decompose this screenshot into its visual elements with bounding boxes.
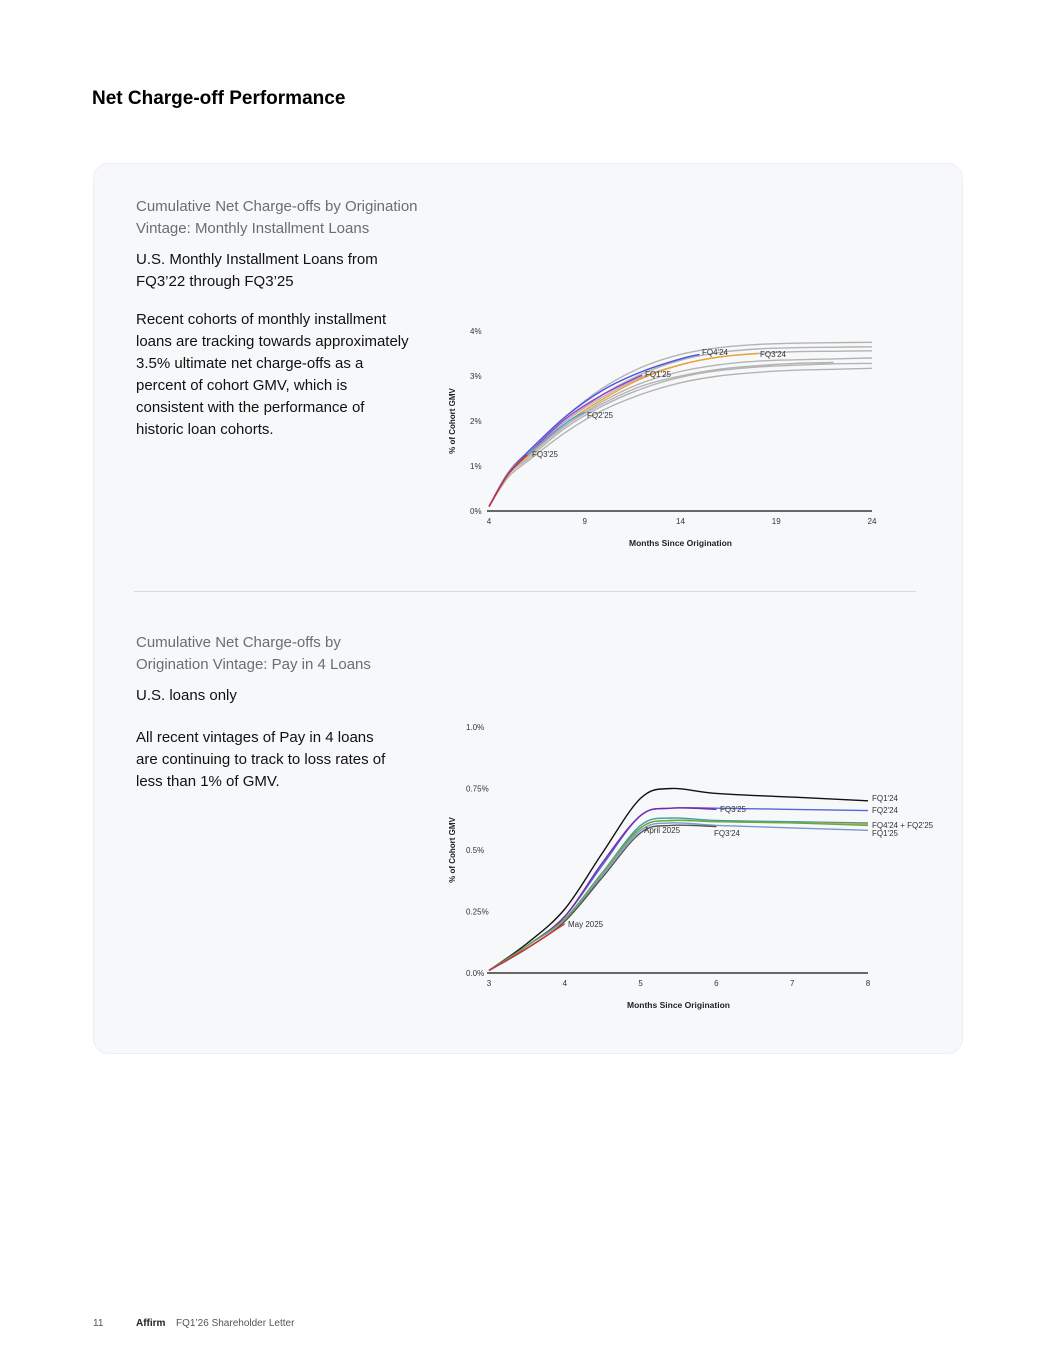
series-label: FQ3'24 — [714, 829, 740, 838]
series-line — [489, 412, 585, 507]
y-tick-label: 1% — [470, 462, 482, 471]
series-line — [489, 823, 868, 971]
series-line — [489, 820, 868, 970]
section1-subtitle — [136, 249, 436, 292]
y-tick-label: 0.0% — [466, 969, 485, 978]
series-line — [489, 342, 872, 506]
series-label: May 2025 — [568, 920, 604, 929]
x-axis-title: Months Since Origination — [627, 1000, 730, 1010]
section1-subtitle-line1: U.S. Monthly Installment Loans from — [136, 251, 378, 268]
series-label: FQ1'25 — [645, 370, 671, 379]
section1-description — [136, 309, 436, 441]
y-tick-label: 0.75% — [466, 784, 489, 794]
section2-title-line2: Origination Vintage: Pay in 4 Loans — [136, 655, 371, 673]
x-tick-label: 8 — [865, 979, 871, 988]
x-tick-label: 19 — [771, 517, 781, 526]
x-tick-label: 7 — [789, 979, 795, 988]
series-label: April 2025 — [644, 826, 681, 835]
section1-desc-line: loans are tracking towards approximately — [136, 333, 409, 350]
series-line — [489, 347, 872, 507]
section1-desc-line: percent of cohort GMV, which is — [136, 377, 348, 394]
series-label: FQ3'25 — [532, 450, 558, 459]
x-tick-label: 3 — [486, 979, 492, 988]
section1-desc-line: historic loan cohorts. — [136, 421, 274, 438]
section2-desc-line: are continuing to track to loss rates of — [136, 750, 386, 768]
section2-desc-line: All recent vintages of Pay in 4 loans — [136, 728, 374, 746]
series-line — [489, 358, 872, 507]
x-tick-label: 9 — [582, 517, 587, 526]
y-tick-label: 0% — [470, 507, 482, 516]
footer-doc-title: FQ1’26 Shareholder Letter — [176, 1318, 295, 1329]
series-line — [489, 818, 868, 971]
series-label: FQ3'25 — [720, 805, 746, 814]
series-label: FQ1'24 — [872, 794, 898, 803]
x-tick-label: 5 — [638, 979, 643, 988]
y-tick-label: 2% — [470, 417, 482, 426]
page-number: 11 — [93, 1318, 104, 1329]
pay-in-4-chart — [440, 715, 945, 1020]
y-tick-label: 0.25% — [466, 907, 489, 917]
y-tick-label: 1.0% — [466, 723, 485, 732]
section2-text — [136, 632, 436, 793]
section1-title-line1: Cumulative Net Charge-offs by Origination — [136, 198, 418, 215]
section1-desc-line: Recent cohorts of monthly installment — [136, 311, 387, 328]
y-axis-title: % of Cohort GMV — [448, 388, 457, 454]
section2-title — [136, 632, 436, 675]
section1-subtitle-line2: FQ3’22 through FQ3’25 — [136, 272, 294, 290]
series-line — [489, 924, 565, 971]
section2-subtitle: U.S. loans only — [136, 687, 237, 704]
series-line — [489, 363, 834, 507]
series-line — [489, 788, 868, 970]
page-title: Net Charge-off Performance — [92, 88, 346, 109]
section1-desc-line: 3.5% ultimate net charge-offs as a — [136, 355, 364, 372]
section2-title-line1: Cumulative Net Charge-offs by — [136, 634, 341, 651]
series-label: FQ2'25 — [587, 411, 613, 420]
section2-description — [136, 727, 436, 793]
series-line — [489, 363, 872, 506]
series-line — [489, 351, 872, 507]
series-label: FQ1'25 — [872, 829, 898, 838]
x-tick-label: 4 — [486, 517, 492, 526]
y-tick-label: 0.5% — [466, 846, 485, 855]
section1-text — [136, 196, 436, 441]
x-tick-label: 6 — [714, 979, 719, 988]
series-label: FQ3'24 — [760, 350, 786, 359]
y-tick-label: 4% — [470, 327, 482, 336]
series-label: FQ4'24 + FQ2'25 — [872, 821, 934, 830]
monthly-installment-chart — [440, 320, 910, 560]
series-label: FQ4'24 — [702, 348, 728, 357]
section1-title — [136, 196, 436, 239]
section1-title-line2: Vintage: Monthly Installment Loans — [136, 219, 370, 237]
section2-desc-line: less than 1% of GMV. — [136, 772, 280, 790]
series-line — [489, 820, 868, 970]
y-axis-title: % of Cohort GMV — [448, 817, 457, 883]
x-tick-label: 4 — [562, 979, 568, 988]
x-tick-label: 24 — [867, 517, 877, 526]
section1-desc-line: consistent with the performance of — [136, 399, 365, 416]
series-label: FQ2'24 — [872, 806, 898, 815]
x-tick-label: 14 — [676, 517, 685, 526]
x-axis-title: Months Since Origination — [629, 538, 732, 548]
section-divider — [134, 591, 916, 592]
y-tick-label: 3% — [470, 372, 482, 381]
footer-brand: Affirm — [136, 1318, 166, 1329]
